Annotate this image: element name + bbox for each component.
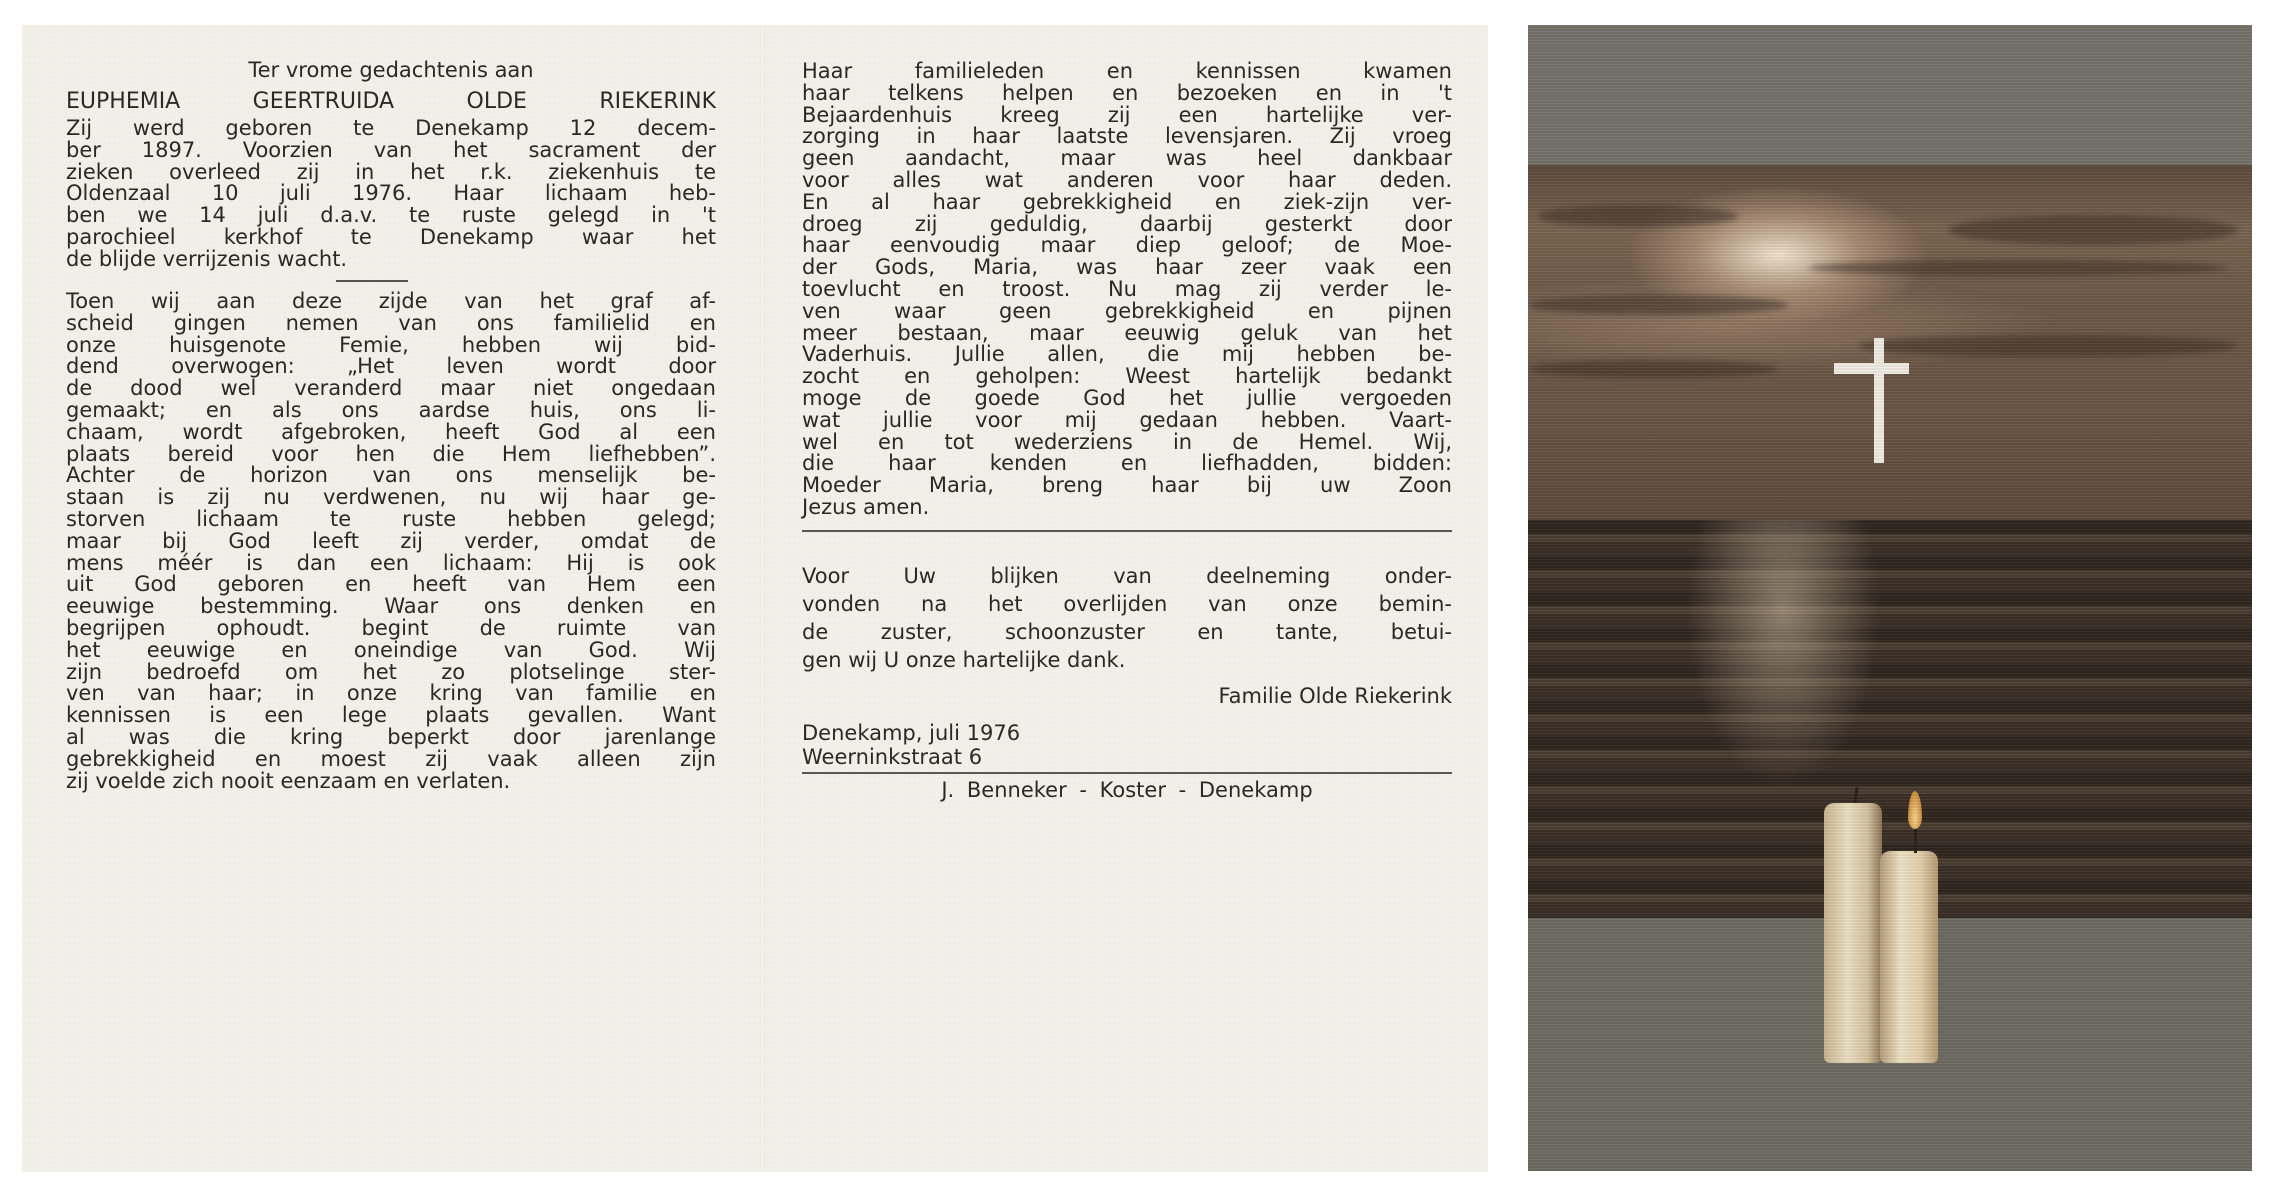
cross-icon [1874,338,1884,463]
text-line: zorging in haar laatste levensjaren. Zij vroeg [802,124,1452,149]
text-line: Achter de horizon van ons menselijk be- [66,463,716,488]
text-line: staan is zij nu verdwenen, nu wij haar ge- [66,485,716,510]
text-line: maar bij God leeft zij verder, omdat de [66,528,716,553]
left-page [66,25,716,1172]
text-line: de zuster, schoonzuster en tante, betui- [802,620,1452,644]
text-line: Moeder Maria, breng haar bij uw Zoon [802,473,1452,498]
text-line: Toen wij aan deze zijde van het graf af- [66,289,716,313]
right-page [802,25,1452,1172]
text-line: Haar familieleden en kennissen kwamen [802,59,1452,83]
text-line: ber 1897. Voorzien van het sacrament der [66,137,716,162]
text-line: toevlucht en troost. Nu mag zij verder le- [802,276,1452,301]
text-line: moge de goede God het jullie vergoeden [802,385,1452,410]
text-line: meer bestaan, maar eeuwig geluk van het [802,320,1452,345]
text-line: mens méér is dan een lichaam: Hij is ook [66,550,716,575]
sunset-sky [1528,165,2252,520]
life-paragraph [802,61,1452,519]
cloud [1528,360,1778,378]
text-line: kennissen is een lege plaats gevallen. Want [66,703,716,728]
cloud [1808,260,2228,276]
text-line: zijn bedroefd om het zo plotselinge ster- [66,659,716,684]
address: Weerninkstraat 6 [802,745,983,769]
text-line: chaam, wordt afgebroken, heeft God al een [66,419,716,444]
text-line: droeg zij geduldig, daarbij gesterkt door [802,211,1452,236]
text-line: der Gods, Maria, was haar zeer vaak een [802,255,1452,280]
family-signature: Familie Olde Riekerink [1218,684,1452,708]
text-line: gebrekkigheid en moest zij vaak alleen zijn [66,746,716,771]
text-line: parochieel kerkhof te Denekamp waar het [66,224,716,249]
text-line: En al haar gebrekkigheid en ziek-zijn ver- [802,189,1452,214]
cloud [1948,215,2238,245]
text-line: de dood wel veranderd maar niet ongedaan [66,376,716,401]
memorial-card-inner [22,25,1488,1172]
candle-icon [1824,803,1882,1063]
text-line: gemaakt; en als ons aardse huis, ons li- [66,397,716,422]
text-line: vonden na het overlijden van onze bemin- [802,592,1452,616]
deceased-name: EUPHEMIA GEERTRUIDA OLDE RIEKERINK [66,89,716,114]
text-line: ven waar geen gebrekkigheid en pijnen [802,298,1452,323]
text-line: het eeuwige en oneindige van God. Wij [66,637,716,662]
text-line: scheid gingen nemen van ons familielid en [66,310,716,335]
reflection-paragraph [66,291,716,792]
text-line: Voor Uw blijken van deelneming onder- [802,564,1452,588]
text-line: geen aandacht, maar was heel dankbaar [802,146,1452,171]
text-line: onze huisgenote Femie, hebben wij bid- [66,332,716,357]
text-line: Oldenzaal 10 juli 1976. Haar lichaam heb- [66,181,716,206]
text-line: Jezus amen. [802,494,930,519]
printer-credit: J. Benneker - Koster - Denekamp [941,778,1313,802]
cloud [1528,295,1788,315]
text-line: dend overwogen: „Het leven wordt door [66,354,716,379]
footer-rule [802,772,1452,774]
grey-top-band [1528,25,2252,165]
text-line: gen wij U onze hartelijke dank. [802,648,1126,672]
text-line: zij voelde zich nooit eenzaam en verlaten. [66,768,511,793]
memorial-card-front-photo [1528,25,2252,1171]
text-line: plaats bereid voor hen die Hem liefhebben”. [66,441,716,466]
text-line: voor alles wat anderen voor haar deden. [802,167,1452,192]
text-line: haar telkens helpen en bezoeken en in 't [802,80,1452,105]
section-rule [802,530,1452,532]
candle-wick-icon [1914,825,1917,853]
text-line: haar eenvoudig maar diep geloof; de Moe- [802,233,1452,258]
text-line: zocht en geholpen: Weest hartelijk bedankt [802,364,1452,389]
text-line: Zij werd geboren te Denekamp 12 decem- [66,116,716,140]
cross-icon-arm [1834,363,1909,374]
cloud [1538,205,1738,227]
section-divider [336,280,408,282]
text-line: zieken overleed zij in het r.k. ziekenhuis te [66,159,716,184]
text-line: storven lichaam te ruste hebben gelegd; [66,506,716,531]
lit-candle-icon [1880,851,1938,1063]
text-line: de blijde verrijzenis wacht. [66,246,348,271]
text-line: ven van haar; in onze kring van familie en [66,681,716,706]
place-date: Denekamp, juli 1976 [802,721,1021,745]
text-line: al was die kring beperkt door jarenlange [66,724,716,749]
cloud [1858,335,2238,357]
thanks-paragraph [802,562,1452,674]
biography-paragraph [66,118,716,271]
text-line: Vaderhuis. Jullie allen, die mij hebben be- [802,342,1452,367]
text-line: wat jullie voor mij gedaan hebben. Vaart- [802,407,1452,432]
text-line: begrijpen ophoudt. begint de ruimte van [66,615,716,640]
text-line: wel en tot wederziens in de Hemel. Wij, [802,429,1452,454]
text-line: eeuwige bestemming. Waar ons denken en [66,594,716,619]
text-line: ben we 14 juli d.a.v. te ruste gelegd in 't [66,203,716,228]
card-fold [760,25,762,1172]
text-line: Bejaardenhuis kreeg zij een hartelijke ver- [802,102,1452,127]
text-line: die haar kenden en liefhadden, bidden: [802,451,1452,476]
text-line: uit God geboren en heeft van Hem een [66,572,716,597]
memorial-intro: Ter vrome gedachtenis aan [248,58,534,82]
